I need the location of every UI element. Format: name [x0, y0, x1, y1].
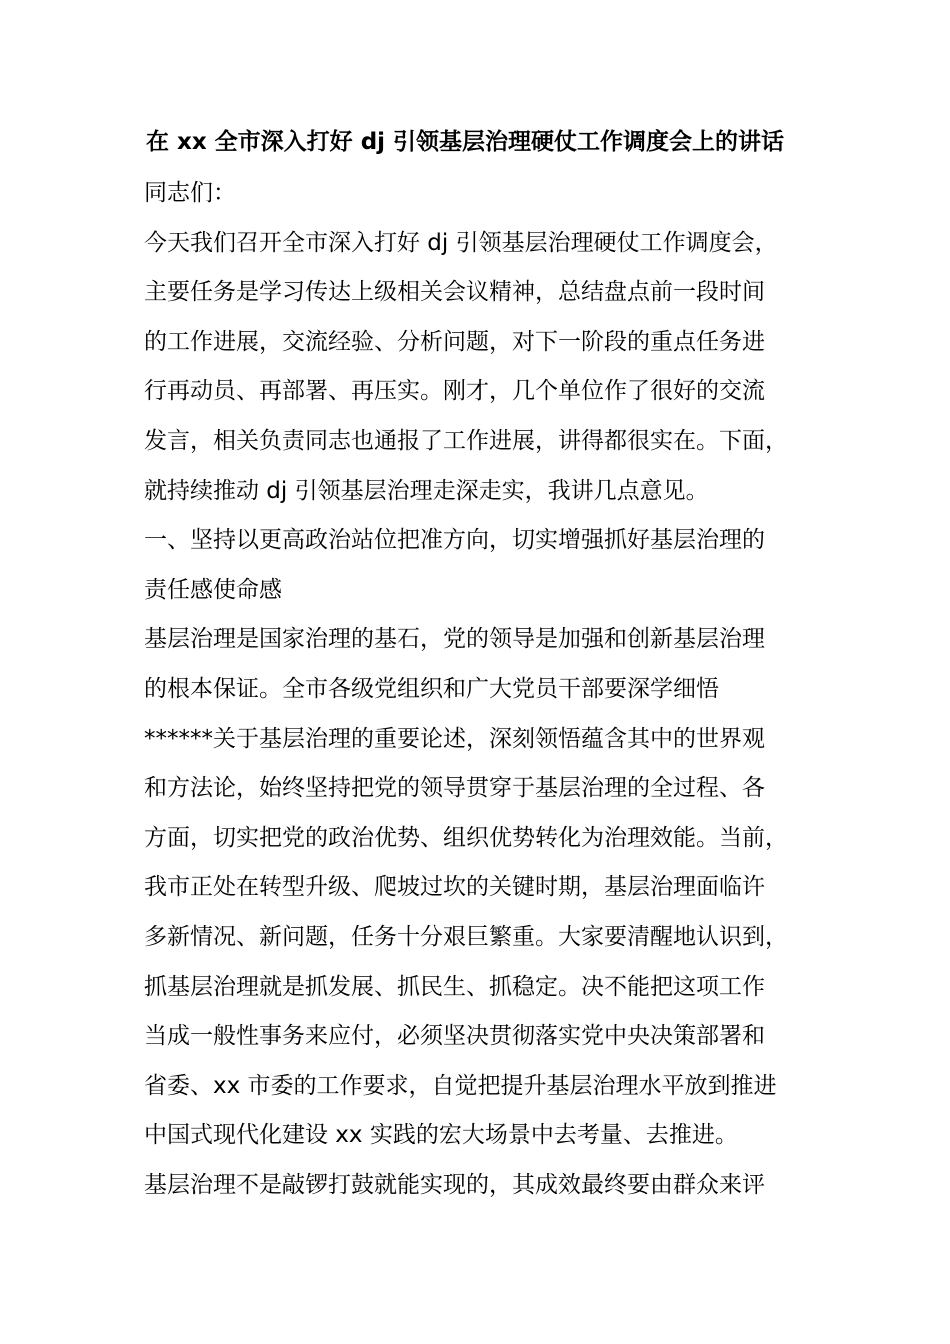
- paragraph-line: 和方法论，始终坚持把党的领导贯穿于基层治理的全过程、各: [144, 775, 765, 802]
- paragraph-line: 基层治理不是敲锣打鼓就能实现的，其成效最终要由群众来评: [144, 1171, 765, 1198]
- paragraph-line: ******关于基层治理的重要论述，深刻领悟蕴含其中的世界观: [144, 725, 765, 752]
- section-heading-line: 一、坚持以更高政治站位把准方向，切实增强抓好基层治理的: [144, 527, 765, 554]
- section-heading-line: 责任感使命感: [144, 576, 282, 603]
- paragraph-line: 的工作进展，交流经验、分析问题，对下一阶段的重点任务进: [144, 328, 765, 355]
- document-title: 在 xx 全市深入打好 dj 引领基层治理硬仗工作调度会上的讲话: [146, 129, 785, 155]
- paragraph-line: 基层治理是国家治理的基石，党的领导是加强和创新基层治理: [144, 626, 765, 653]
- paragraph-line: 抓基层治理就是抓发展、抓民生、抓稳定。决不能把这项工作: [144, 973, 765, 1000]
- paragraph-line: 中国式现代化建设 xx 实践的宏大场景中去考量、去推进。: [144, 1122, 738, 1149]
- salutation-line: 同志们：: [144, 180, 236, 206]
- paragraph-line: 我市正处在转型升级、爬坡过坎的关键时期，基层治理面临许: [144, 874, 765, 901]
- paragraph-line: 今天我们召开全市深入打好 dj 引领基层治理硬仗工作调度会，: [144, 229, 778, 256]
- paragraph-line: 行再动员、再部署、再压实。刚才，几个单位作了很好的交流: [144, 378, 765, 405]
- paragraph-line: 方面，切实把党的政治优势、组织优势转化为治理效能。当前，: [144, 824, 788, 851]
- paragraph-line: 发言，相关负责同志也通报了工作进展，讲得都很实在。下面，: [144, 427, 788, 454]
- paragraph-line: 的根本保证。全市各级党组织和广大党员干部要深学细悟: [144, 675, 719, 702]
- paragraph-line: 就持续推动 dj 引领基层治理走深走实，我讲几点意见。: [144, 477, 709, 504]
- paragraph-line: 多新情况、新问题，任务十分艰巨繁重。大家要清醒地认识到，: [144, 923, 788, 950]
- paragraph-line: 当成一般性事务来应付，必须坚决贯彻落实党中央决策部署和: [144, 1023, 765, 1050]
- paragraph-line: 主要任务是学习传达上级相关会议精神，总结盘点前一段时间: [144, 279, 765, 306]
- paragraph-line: 省委、xx 市委的工作要求，自觉把提升基层治理水平放到推进: [144, 1072, 777, 1099]
- document-body: [144, 169, 834, 1210]
